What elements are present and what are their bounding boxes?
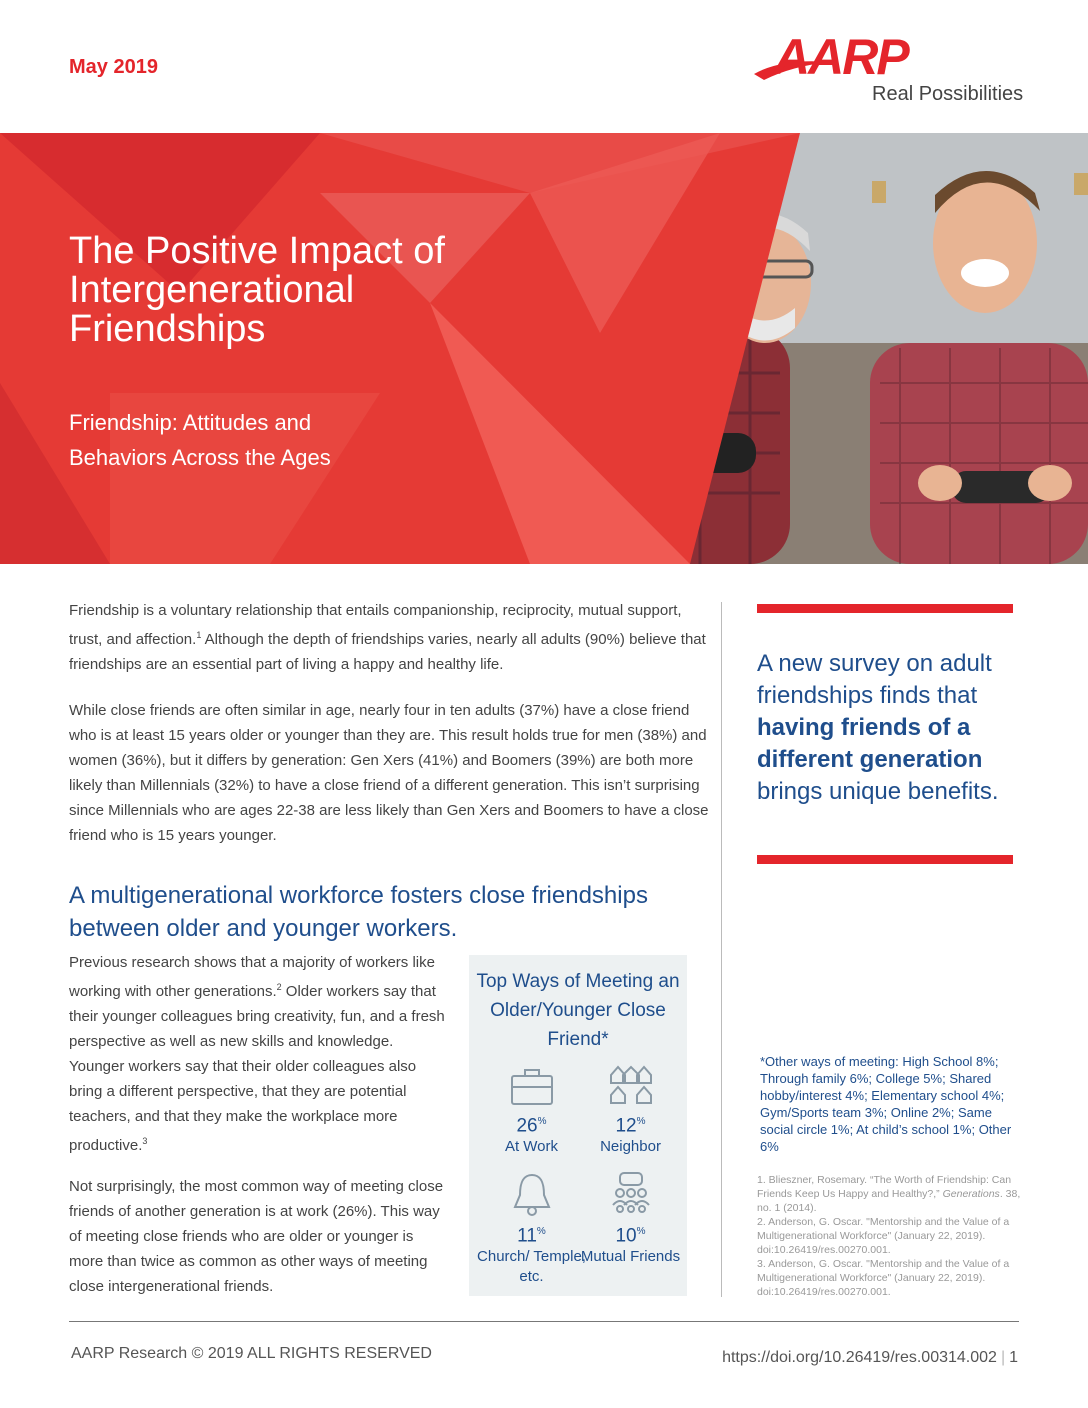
page-number: 1 xyxy=(1009,1349,1018,1366)
stat-church xyxy=(477,1171,586,1287)
section-paragraph-2: Not surprisingly, the most common way of meeting close friends of another generation is at work (26%). This way of meeting close friends who are older or younger is more than twice as common as other ways of meeting close intergenerational friends. xyxy=(69,1178,444,1295)
section-paragraph-1 xyxy=(69,950,449,1158)
pullquote-bottom-rule xyxy=(757,855,1013,864)
pullquote-top-rule xyxy=(757,604,1013,613)
publication-date: May 2019 xyxy=(69,56,158,78)
doi-link[interactable]: https://doi.org/10.26419/res.00314.002 xyxy=(722,1349,997,1366)
column-divider xyxy=(721,602,722,1297)
pullquote-text-b: brings unique benefits. xyxy=(757,778,999,805)
stat-value: 10% xyxy=(615,1225,646,1247)
footer-rule xyxy=(69,1321,1019,1322)
stat-at-work xyxy=(477,1067,586,1157)
pullquote-emphasis: having friends of a different generation xyxy=(757,714,983,773)
other-ways-footnote: *Other ways of meeting: High School 8%; Through family 6%; College 5%; Shared hobby/interest 4%; Elementary school 4%; Gym/Sports team 3%; Online 2%; Same social circle 1%; At child’s school 1%; Other 6% xyxy=(760,1054,1012,1154)
reference-item: 3. Anderson, G. Oscar. "Mentorship and the Value of a Multigenerational Workforce" (January 22, 2019). doi:10.26419/res.00270.001. xyxy=(757,1258,1010,1298)
stat-value: 12% xyxy=(615,1115,646,1137)
logo-tagline: Real Possibilities xyxy=(872,83,1024,105)
section-p1-text-b: Older workers say that their younger colleagues bring creativity, fun, and a fresh perspective as well as new skills and knowledge. Younger workers say that their older colleagues also bring a different perspective, that they are potential teachers, and that they make the workplace more productive. xyxy=(69,983,445,1154)
footnote-ref-3: 3 xyxy=(142,1136,148,1146)
copyright-notice: AARP Research © 2019 ALL RIGHTS RESERVED xyxy=(71,1345,432,1362)
aarp-logo xyxy=(744,28,1044,110)
stat-label: Neighbor xyxy=(600,1138,661,1156)
logo-wordmark: AARP xyxy=(774,29,908,85)
pullquote-text-a: A new survey on adult friendships finds that xyxy=(757,650,992,709)
section-heading: A multigenerational workforce fosters close friendships between older and younger workers. xyxy=(69,882,648,942)
group-icon xyxy=(608,1171,654,1217)
section-p1-text-a: Previous research shows that a majority of workers like working with other generations. xyxy=(69,954,435,1000)
stat-label: At Work xyxy=(504,1138,559,1156)
intro-p1-text-a: Friendship is a voluntary relationship that entails companionship, reciprocity, mutual support, trust, and affection. xyxy=(69,602,682,648)
reference-item: 1. Blieszner, Rosemary. “The Worth of Friendship: Can Friends Keep Us Happy and Healthy?,” Generations. 38, no. 1 (2014). xyxy=(757,1174,1021,1214)
meeting-ways-infobox xyxy=(469,955,687,1296)
report-subtitle: Friendship: Attitudes and Behaviors Across the Ages xyxy=(69,410,331,470)
stat-label: Church/ Temple, etc. xyxy=(477,1248,586,1286)
hero-banner xyxy=(0,133,1088,564)
houses-icon xyxy=(608,1063,654,1107)
stat-value: 11% xyxy=(517,1225,546,1247)
briefcase-icon xyxy=(509,1067,555,1107)
stat-label: Mutual Friends xyxy=(580,1248,681,1266)
pullquote xyxy=(757,648,1027,808)
intro-paragraph-1 xyxy=(69,598,709,677)
stat-neighbor xyxy=(576,1063,685,1157)
footer-doi-page xyxy=(722,1349,1018,1367)
infobox-title: Top Ways of Meeting an Older/Younger Close Friend* xyxy=(476,971,680,1050)
intro-p1-text-b: Although the depth of friendships varies, nearly all adults (90%) believe that friendships are an essential part of living a happy and healthy life. xyxy=(69,631,706,673)
footnote-ref-1: 1 xyxy=(196,630,202,640)
stat-value: 26% xyxy=(516,1115,547,1137)
footer-separator: | xyxy=(1000,1349,1006,1366)
bell-icon xyxy=(509,1171,555,1217)
reference-item: 2. Anderson, G. Oscar. "Mentorship and the Value of a Multigenerational Workforce" (January 22, 2019). doi:10.26419/res.00270.001. xyxy=(757,1216,1010,1256)
references-list xyxy=(757,1173,1032,1299)
intro-paragraph-2: While close friends are often similar in age, nearly four in ten adults (37%) have a close friend who is at least 15 years older or younger than they are. This result holds true for men (38%) and women (36%), but it differs by generation: Gen Xers (41%) and Boomers (39%) are both more likely than Millennials (32%) to have a close friend of a different generation. This isn’t surprising since Millennials who are ages 22-38 are less likely than Gen Xers and Boomers to have a close friend who is 15 years younger. xyxy=(69,702,709,844)
report-title: The Positive Impact of Intergenerational Friendships xyxy=(69,230,445,350)
footnote-ref-2: 2 xyxy=(276,982,282,992)
stat-mutual-friends xyxy=(576,1171,685,1267)
